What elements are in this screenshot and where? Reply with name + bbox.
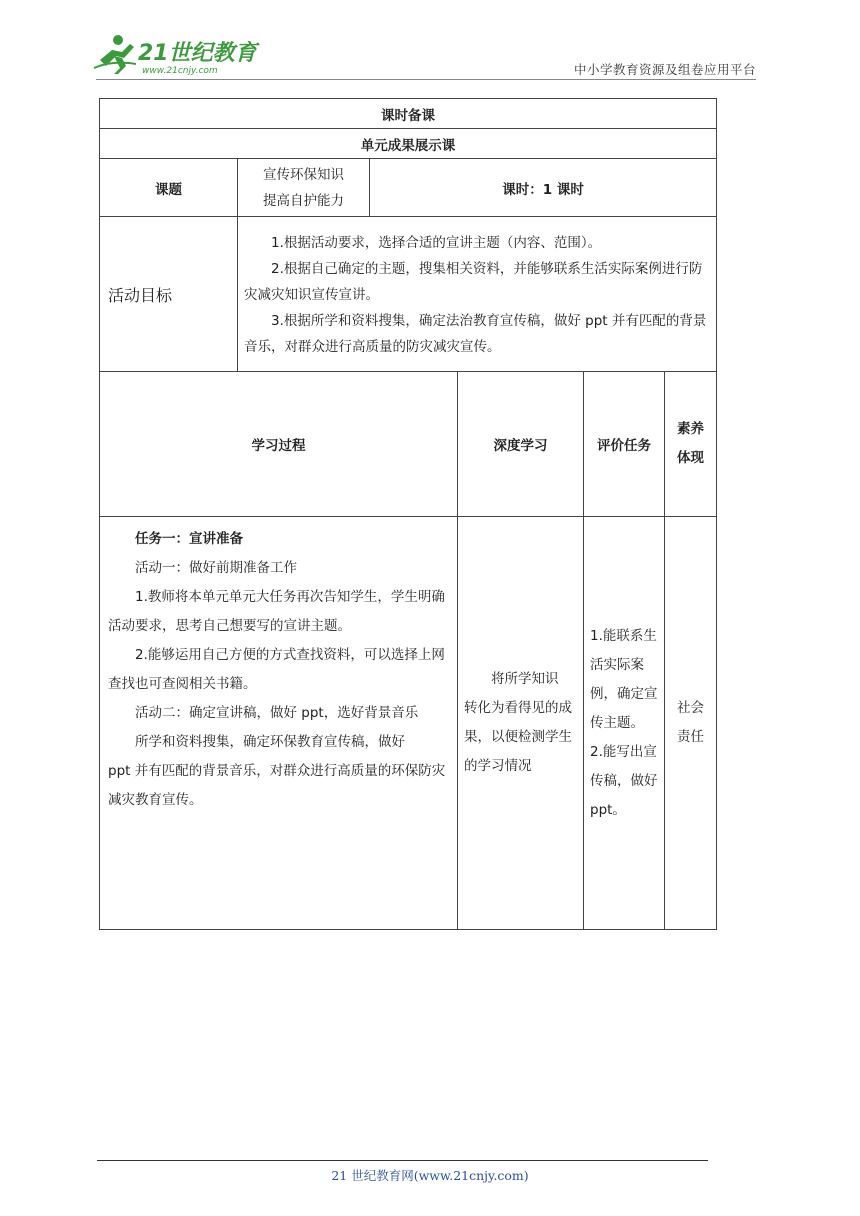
topic-label: 课题 bbox=[100, 159, 238, 217]
topic-value bbox=[238, 159, 370, 217]
goal-item: 3.根据所学和资料搜集，确定法治教育宣传稿，做好 ppt 并有匹配的背景音乐，对群众进行高质量的防灾减灾宣传。 bbox=[244, 313, 707, 355]
table-subtitle: 单元成果展示课 bbox=[100, 129, 717, 159]
process-paragraph: 1.教师将本单元单元大任务再次告知学生，学生明确活动要求，思考自己想要写的宣讲主题。 bbox=[108, 589, 445, 634]
page-header bbox=[0, 0, 860, 90]
header-deep-learning: 深度学习 bbox=[458, 372, 584, 517]
activity-title: 活动一：做好前期准备工作 bbox=[135, 560, 297, 576]
eval-item: 1.能联系生活实际案例，确定宣传主题。 bbox=[590, 627, 658, 731]
runner-logo-icon bbox=[92, 30, 262, 80]
process-paragraph: ppt 并有匹配的背景音乐，对群众进行高质量的环保防灾减灾教育宣传。 bbox=[108, 763, 446, 808]
task-title: 任务一：宣讲准备 bbox=[135, 531, 243, 547]
topic-line-2: 提高自护能力 bbox=[263, 192, 344, 209]
literacy-line: 责任 bbox=[677, 729, 705, 745]
footer-divider bbox=[97, 1160, 708, 1161]
site-logo[interactable] bbox=[92, 30, 262, 80]
process-paragraph: 所学和资料搜集，确定环保教育宣传稿，做好 bbox=[135, 734, 405, 750]
logo-url: www.21cnjy.com bbox=[142, 66, 218, 76]
header-literacy bbox=[665, 372, 717, 517]
goal-item: 2.根据自己确定的主题，搜集相关资料，并能够联系生活实际案例进行防灾减灾知识宣传宣讲。 bbox=[244, 261, 703, 303]
eval-item: 2.能写出宣传稿，做好 ppt。 bbox=[590, 743, 658, 818]
evaluation-content bbox=[584, 517, 665, 930]
literacy-line: 社会 bbox=[677, 700, 705, 716]
header-literacy-line2: 体现 bbox=[677, 450, 705, 466]
goal-item: 1.根据活动要求，选择合适的宣讲主题（内容、范围）。 bbox=[271, 235, 602, 251]
lesson-hours: 课时：1 课时 bbox=[370, 159, 717, 217]
literacy-content bbox=[665, 517, 717, 930]
footer-link[interactable]: 21 世纪教育网(www.21cnjy.com) bbox=[331, 1168, 529, 1183]
process-content bbox=[100, 517, 458, 930]
table-title: 课时备课 bbox=[100, 99, 717, 129]
platform-name: 中小学教育资源及组卷应用平台 bbox=[573, 62, 756, 77]
header-divider bbox=[96, 79, 756, 80]
deep-line: 转化为看得见的成果，以便检测学生的学习情况 bbox=[464, 700, 572, 774]
lesson-plan-table bbox=[99, 98, 717, 930]
header-process: 学习过程 bbox=[100, 372, 458, 517]
header-evaluation: 评价任务 bbox=[584, 372, 665, 517]
goal-list bbox=[238, 217, 717, 372]
deep-learning-content bbox=[458, 517, 584, 930]
header-literacy-line1: 素养 bbox=[677, 421, 705, 437]
process-paragraph: 2.能够运用自己方便的方式查找资料，可以选择上网查找也可查阅相关书籍。 bbox=[108, 647, 445, 692]
logo-text: 21世纪教育 bbox=[138, 41, 257, 66]
topic-line-1: 宣传环保知识 bbox=[263, 166, 344, 183]
goal-label: 活动目标 bbox=[100, 217, 238, 372]
deep-line: 将所学知识 bbox=[491, 671, 559, 687]
activity-title: 活动二：确定宣讲稿，做好 ppt，选好背景音乐 bbox=[135, 705, 419, 721]
